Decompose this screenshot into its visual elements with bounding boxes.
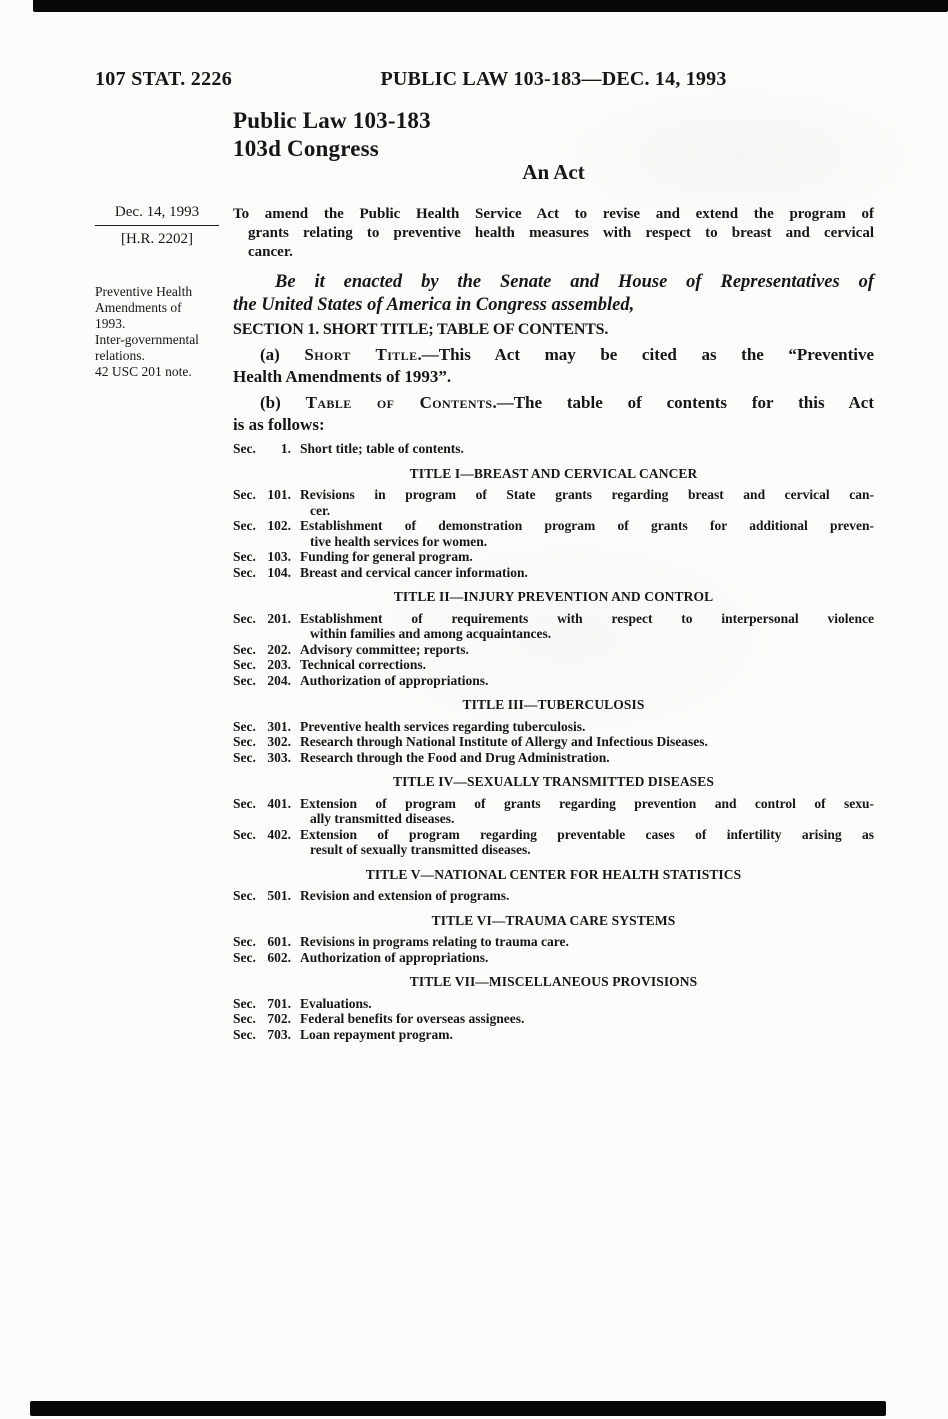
enacting-clause-line: Be it enacted by the Senate and House of Representatives of <box>275 272 874 292</box>
toc-entry-text <box>291 565 874 581</box>
toc-entry <box>233 441 874 457</box>
toc-entry-line: Research through the Food and Drug Administration. <box>300 749 610 765</box>
toc-entry <box>233 750 874 766</box>
toc-entry <box>233 642 874 658</box>
toc-entry-line: within families and among acquaintances. <box>310 626 552 641</box>
section-1-heading: SECTION 1. SHORT TITLE; TABLE OF CONTENTS. <box>233 321 609 338</box>
margin-note: Inter-governmental relations. <box>95 332 199 363</box>
toc-entry-line: Loan repayment program. <box>300 1026 453 1042</box>
enacting-clause <box>233 271 874 317</box>
toc-entry-text <box>291 441 874 457</box>
toc-entry-text <box>291 827 874 858</box>
subsection-a-label: (a) <box>260 345 305 364</box>
toc-entry-line: Advisory committee; reports. <box>300 641 469 657</box>
toc-entry-number: 402. <box>267 826 291 842</box>
margin-note: 42 USC 201 note. <box>95 364 192 379</box>
toc-entry-line: tive health services for women. <box>310 533 488 549</box>
toc-entry-line: Revision and extension of programs. <box>300 888 510 903</box>
toc-entry-sec-label: Sec. <box>233 564 256 580</box>
toc-entry-line: Revisions in programs relating to trauma care. <box>300 934 569 949</box>
toc-entry-number: 401. <box>267 795 291 811</box>
subsection-a-smallcaps: Short Title <box>304 345 418 364</box>
toc-entry <box>233 673 874 689</box>
toc-entry-number: 702. <box>267 1011 291 1026</box>
margin-date-block <box>95 203 219 248</box>
toc-entry-number: 301. <box>267 718 291 734</box>
act-heading: An Act <box>522 160 585 184</box>
toc-entry-line: Research through National Institute of Allergy and Infectious Diseases. <box>300 734 708 749</box>
toc-entry-number: 701. <box>267 995 291 1011</box>
toc-entry-line: Federal benefits for overseas assignees. <box>300 1011 525 1026</box>
congress-number: 103d Congress <box>233 136 379 161</box>
act-preamble <box>233 205 874 262</box>
toc-entry-number: 103. <box>267 549 291 564</box>
margin-notes <box>95 284 213 380</box>
toc-entry-text <box>291 719 874 735</box>
preamble-line: grants relating to preventive health measures with respect to breast and cervical <box>248 225 874 241</box>
toc-entry-text <box>291 950 874 966</box>
toc-entry-line: Establishment of requirements with respect to interpersonal violence <box>300 610 874 626</box>
toc-title-heading: TITLE VI—TRAUMA CARE SYSTEMS <box>431 912 676 928</box>
toc-entry-line: result of sexually transmitted diseases. <box>310 842 531 857</box>
toc-entry-sec-label: Sec. <box>233 949 256 965</box>
toc-entry-number: 302. <box>267 734 291 749</box>
toc-entry-number: 1. <box>280 441 291 456</box>
toc-entry <box>233 487 874 518</box>
toc-entry-sec-label: Sec. <box>233 734 256 749</box>
toc-title-heading: TITLE II—INJURY PREVENTION AND CONTROL <box>393 589 714 604</box>
toc-entry <box>233 565 874 581</box>
scan-edge-artifact-top <box>33 0 948 12</box>
toc-entry-sec-label: Sec. <box>233 749 256 765</box>
toc-entry-number: 104. <box>267 564 291 580</box>
subsection-a <box>233 344 874 388</box>
toc-entry-number: 501. <box>267 888 291 903</box>
law-title-block <box>233 107 431 163</box>
enactment-date: Dec. 14, 1993 <box>114 204 200 220</box>
toc-entry-text <box>291 796 874 827</box>
toc-entry-text <box>291 996 874 1012</box>
toc-entry-line: Revisions in program of State grants regarding breast and cervical can- <box>300 487 874 502</box>
toc-entry <box>233 796 874 827</box>
law-number: Public Law 103-183 <box>233 108 431 133</box>
margin-note: Preventive Health Amendments of 1993. <box>95 284 193 331</box>
toc-entry-sec-label: Sec. <box>233 934 256 949</box>
toc-entry-sec-label: Sec. <box>233 795 256 811</box>
toc-title-heading: TITLE III—TUBERCULOSIS <box>462 697 645 712</box>
toc-entry-sec-label: Sec. <box>233 826 256 842</box>
toc-entry-sec-label: Sec. <box>233 888 256 903</box>
subsection-a-line <box>233 344 874 366</box>
toc-entry-line: Breast and cervical cancer information. <box>300 564 528 580</box>
toc-entry <box>233 888 874 904</box>
toc-title-heading: TITLE V—NATIONAL CENTER FOR HEALTH STATISTICS <box>365 866 742 882</box>
toc-entry-sec-label: Sec. <box>233 1026 256 1042</box>
toc-entry-number: 204. <box>267 672 291 688</box>
toc-entry <box>233 950 874 966</box>
toc-entry-sec-label: Sec. <box>233 610 256 626</box>
subsection-b-label: (b) <box>260 393 306 412</box>
toc-entry-line: Evaluations. <box>300 995 372 1011</box>
toc-entry-text <box>291 734 874 750</box>
toc-entry-text <box>291 934 874 950</box>
toc-entry-line: Authorization of appropriations. <box>300 949 489 965</box>
toc-entry-line: ally transmitted diseases. <box>310 811 455 826</box>
subsection-b-smallcaps: Table of Contents <box>305 393 493 412</box>
toc-entry-text <box>291 1027 874 1043</box>
toc-entry-number: 203. <box>267 657 291 672</box>
toc-entry <box>233 657 874 673</box>
subsection-a-text: .—This Act may be cited as the “Preventive <box>417 345 875 364</box>
bill-number: [H.R. 2202] <box>120 231 194 247</box>
preamble-line: To amend the Public Health Service Act to revise and extend the program of <box>233 206 874 222</box>
toc-entry-number: 202. <box>267 641 291 657</box>
toc-entry-text <box>291 1011 874 1027</box>
toc-entry <box>233 996 874 1012</box>
toc-entry-sec-label: Sec. <box>233 441 256 456</box>
toc-entry-line: Short title; table of contents. <box>300 441 464 456</box>
toc-entry-number: 601. <box>267 934 291 949</box>
toc-entry <box>233 1011 874 1027</box>
toc-entry <box>233 719 874 735</box>
running-title: PUBLIC LAW 103-183—DEC. 14, 1993 <box>380 68 727 90</box>
toc-entry-sec-label: Sec. <box>233 1011 256 1026</box>
toc-entry-line: Extension of program regarding preventable cases of infertility arising as <box>300 826 874 842</box>
toc-entry-number: 602. <box>267 949 291 965</box>
toc-entry-number: 101. <box>267 487 291 502</box>
toc-entry-sec-label: Sec. <box>233 487 256 502</box>
toc-entry-line: cer. <box>310 502 331 518</box>
toc-entry <box>233 934 874 950</box>
toc-entry-line: Establishment of demonstration program of grants for additional preven- <box>300 518 874 533</box>
toc-entry-sec-label: Sec. <box>233 718 256 734</box>
toc-entry <box>233 1027 874 1043</box>
toc-entry <box>233 518 874 549</box>
table-of-contents <box>233 441 874 1042</box>
toc-entry-text <box>291 642 874 658</box>
toc-entry-line: Funding for general program. <box>300 549 473 564</box>
subsection-a-line: Health Amendments of 1993”. <box>233 367 452 386</box>
toc-entry-text <box>291 518 874 549</box>
toc-entry-text <box>291 657 874 673</box>
preamble-line: cancer. <box>248 244 293 260</box>
toc-entry-sec-label: Sec. <box>233 549 256 564</box>
toc-entry <box>233 827 874 858</box>
toc-entry-sec-label: Sec. <box>233 518 256 533</box>
toc-entry-text <box>291 888 874 904</box>
scan-edge-artifact-bottom <box>30 1401 886 1416</box>
toc-entry-line: Technical corrections. <box>300 657 426 672</box>
toc-entry-number: 102. <box>267 518 291 533</box>
toc-entry-sec-label: Sec. <box>233 672 256 688</box>
subsection-b-text: .—The table of contents for this Act <box>492 393 874 412</box>
toc-entry-text <box>291 549 874 565</box>
toc-entry-text <box>291 750 874 766</box>
toc-entry <box>233 549 874 565</box>
toc-title-heading: TITLE I—BREAST AND CERVICAL CANCER <box>409 465 698 481</box>
toc-entry-sec-label: Sec. <box>233 995 256 1011</box>
toc-entry-number: 303. <box>267 749 291 765</box>
toc-title-heading: TITLE VII—MISCELLANEOUS PROVISIONS <box>409 974 698 989</box>
toc-entry-sec-label: Sec. <box>233 641 256 657</box>
toc-title-heading: TITLE IV—SEXUALLY TRANSMITTED DISEASES <box>392 774 715 789</box>
subsection-b <box>233 392 874 436</box>
toc-entry-line: Preventive health services regarding tuberculosis. <box>300 718 586 734</box>
toc-entry <box>233 734 874 750</box>
toc-entry <box>233 611 874 642</box>
subsection-b-line <box>233 392 874 414</box>
toc-entry-text <box>291 673 874 689</box>
toc-entry-text <box>291 487 874 518</box>
stat-page-number: 107 STAT. 2226 <box>95 68 232 90</box>
toc-entry-line: Extension of program of grants regarding prevention and control of sexu- <box>300 795 874 811</box>
toc-entry-number: 201. <box>267 610 291 626</box>
main-text-column <box>233 205 874 1042</box>
toc-entry-text <box>291 611 874 642</box>
enacting-clause-line: the United States of America in Congress assembled, <box>233 295 635 315</box>
subsection-b-line: is as follows: <box>233 415 325 434</box>
toc-entry-line: Authorization of appropriations. <box>300 672 489 688</box>
toc-entry-number: 703. <box>267 1026 291 1042</box>
toc-entry-sec-label: Sec. <box>233 657 256 672</box>
